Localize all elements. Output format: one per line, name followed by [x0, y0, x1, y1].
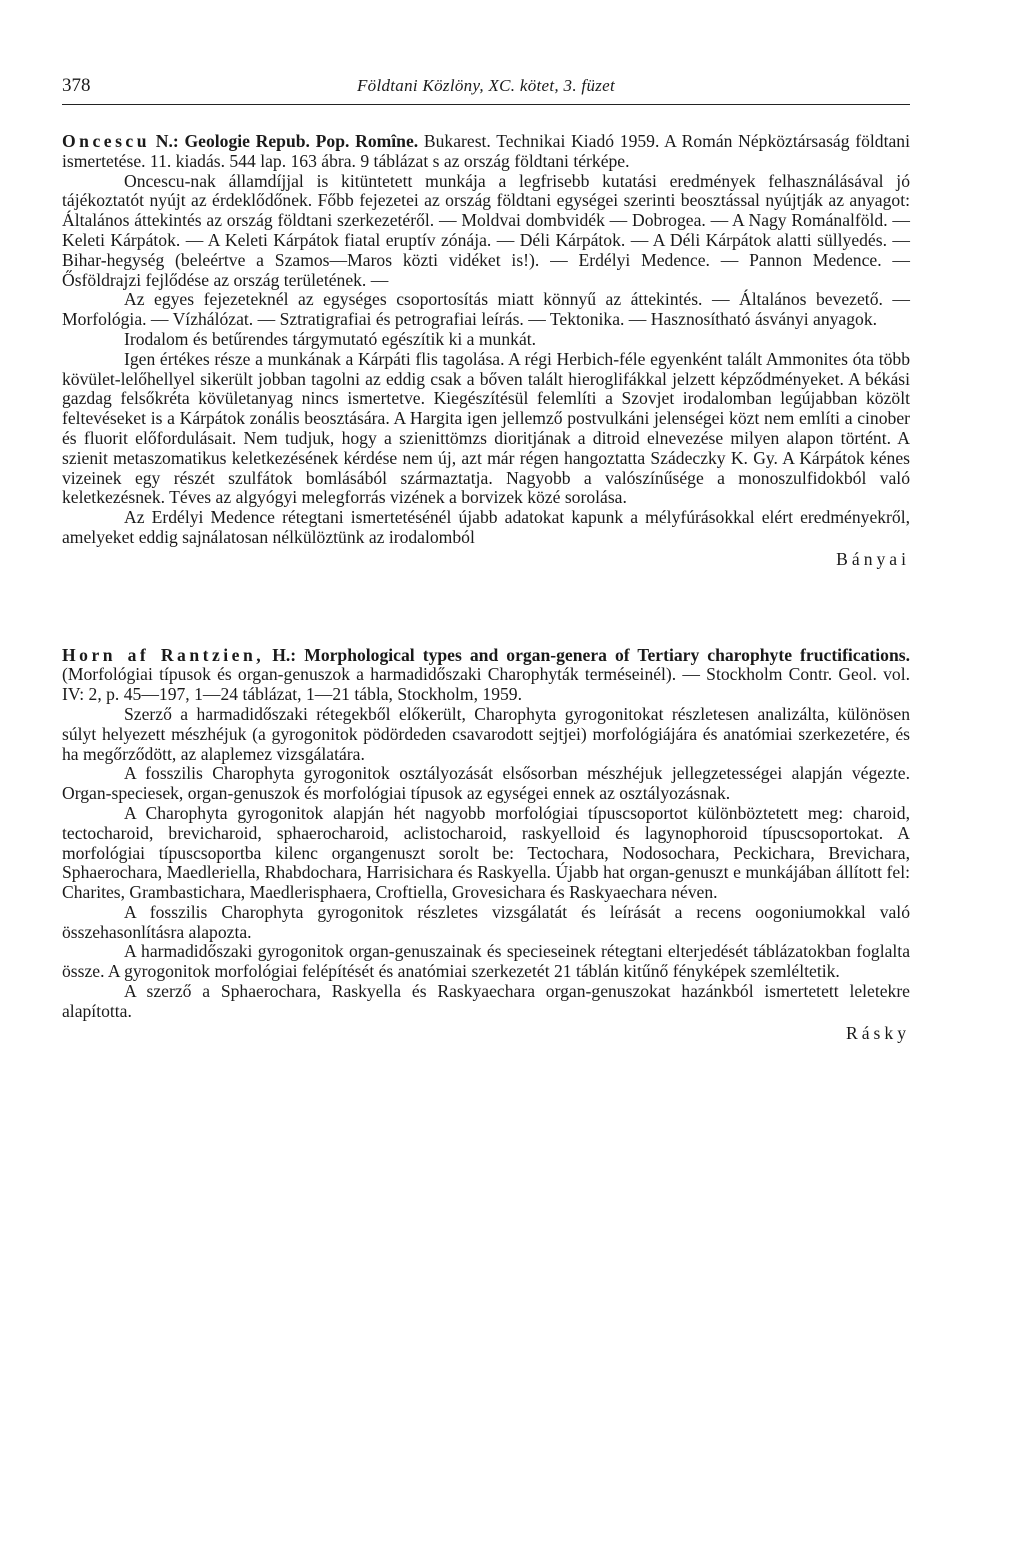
review-horn-af-rantzien	[62, 646, 910, 1044]
review-citation	[62, 132, 910, 172]
review-citation	[62, 646, 910, 705]
review-title: Morphological types and organ-genera of Tertiary charophyte fructifications.	[296, 644, 910, 665]
running-head: Földtani Közlöny, XC. kötet, 3. füzet	[356, 76, 616, 95]
journal-page	[62, 0, 910, 1043]
reviewer-signature: Rásky	[846, 1022, 910, 1043]
review-paragraph: Igen értékes része a munkának a Kárpáti flis tagolása. A régi Herbich-féle egyenként talált Ammonites óta több kövület-lelőhellyel sikerült jobban tagolni az eddig csak a bőven talált hieroglifákkal jelzett képződményeket. A békási gazdag felsőkréta kövületanyag nincs ismertetve. Kiegészítésül felemlíti a Szovjet irodalomban legújabban közölt feltevéseket is a Kárpátok zonális beosztására. A Hargita igen jellemző postvulkáni jelenségei közt nem említi a cinober és fluorit előfordulásait. Nem tudjuk, hogy a szienittömzs dioritjának a ditroid elnevezése milyen alapon történt. A szienit metaszomatikus keletkezésének kérdése nem új, azt már régen hangoztatta Szádeczky K. Gy. A Kárpátok kénes vizeinek egy részét szulfátok bomlásából származtatja. Nagyobb a valószínűsége a monoszulfidokból való keletkezésnek. Téves az algyógyi melegforrás vizének a borvizek közé sorolása.	[62, 348, 910, 508]
page-header	[62, 0, 910, 108]
review-paragraph: A fosszilis Charophyta gyrogonitok osztályozását elsősorban mészhéjuk jellegzetességei alapján végezte. Organ-speciesek, organ-genuszok és morfológiai típusok az egységei ennek az osztályozásnak.	[62, 763, 910, 804]
review-paragraph: Oncescu-nak államdíjjal is kitüntetett munkája a legfrisebb kutatási eredmények felhasználásával jó tájékoztatót nyújt az érdeklődőnek. Főbb fejezetei az ország földtani egységei szerinti beosztással nyújtják az anyagot: Általános áttekintés az ország földtani szerkezetéről. — Moldvai dombvidék — Dobrogea. — A Nagy Románalföld. — Keleti Kárpátok. — A Keleti Kárpátok fiatal eruptív zónája. — Déli Kárpátok. — A Déli Kárpátok alatti süllyedés. — Bihar-hegység (beleértve a Szamos—Maros közti vidéket is!). — Erdélyi Medence. — Pannon Medence. — Ősföldrajzi fejlődése az ország területének. —	[62, 170, 910, 290]
review-paragraph: A harmadidőszaki gyrogonitok organ-genuszainak és specieseinek rétegtani elterjedését táblázatokban foglalta össze. A gyrogonitok morfológiai felépítését és anatómiai szerkezetét 21 táblán kitűnő fényképek szemléltetik.	[62, 941, 910, 982]
review-paragraph: A Charophyta gyrogonitok alapján hét nagyobb morfológiai típuscsoportot különböztetett meg: charoid, tectocharoid, brevicharoid, sphaerocharoid, aclistocharoid, raskyelloid és lagynophoroid típuscsoportokat. A morfológiai típuscsoportba kilenc organgenuszt sorolt be: Tectochara, Nodosochara, Peckichara, Brevichara, Sphaerochara, Maedleriella, Rhabdochara, Harrisichara és Raskyella. Újabb hat organ-genuszt e munkájában állított fel: Charites, Grambastichara, Maedlerisphaera, Croftiella, Grovesichara és Raskyaechara néven.	[62, 802, 910, 903]
review-paragraph: Az Erdélyi Medence rétegtani ismertetésénél újabb adatokat kapunk a mélyfúrásokkal elért eredményekről, amelyeket eddig sajnálatosan nélkülöztünk az irodalomból	[62, 507, 910, 547]
review-paragraph: A fosszilis Charophyta gyrogonitok részletes vizsgálatát és leírását a recens oogoniumokkal való összehasonlításra alapozta.	[62, 901, 910, 942]
review-paragraph: A szerző a Sphaerochara, Raskyella és Raskyaechara organ-genuszokat hazánkból ismertetett leletekre alapította.	[62, 981, 910, 1021]
review-oncescu	[62, 132, 910, 570]
review-author-initial: N.:	[150, 131, 179, 151]
review-paragraph: Irodalom és betűrendes tárgymutató egészítik ki a munkát.	[124, 328, 537, 349]
review-citation-details: Bukarest. Technikai Kiadó 1959. A Román Népköztársaság földtani ismertetése. 11. kiadás. 544 lap. 163 ábra. 9 táblázat s az ország földtani térképe.	[62, 131, 910, 171]
review-author: Horn af Rantzien,	[62, 644, 265, 665]
header-rule	[62, 104, 910, 105]
review-citation-details: (Morfológiai típusok és organ-genuszok a harmadidőszaki Charophyták terméseinél). — Stockholm Contr. Geol. vol. IV: 2, p. 45—197, 1—24 táblázat, 1—21 tábla, Stockholm, 1959.	[62, 664, 910, 705]
page-number: 378	[62, 75, 91, 96]
review-author-initial: H.:	[264, 644, 297, 665]
reviewer-signature: Bányai	[836, 548, 910, 569]
review-author: Oncescu	[62, 131, 151, 151]
review-paragraph: Szerző a harmadidőszaki rétegekből előkerült, Charophyta gyrogonitokat részletesen analizálta, különösen súlyt helyezett mészhéjuk (a gyrogonitok pödördeden csavarodott sejtjei) morfológiájára és anatómiai szerkezetére, és ha megőrződött, az alaplemez vizsgálatára.	[62, 703, 910, 764]
review-title: Geologie Repub. Pop. Romîne.	[178, 131, 419, 151]
review-paragraph: Az egyes fejezeteknél az egységes csoportosítás miatt könnyű az áttekintés. — Általános bevezető. — Morfológia. — Vízhálózat. — Sztratigrafiai és petrografiai leírás. — Tektonika. — Hasznosítható ásványi anyagok.	[62, 289, 910, 330]
